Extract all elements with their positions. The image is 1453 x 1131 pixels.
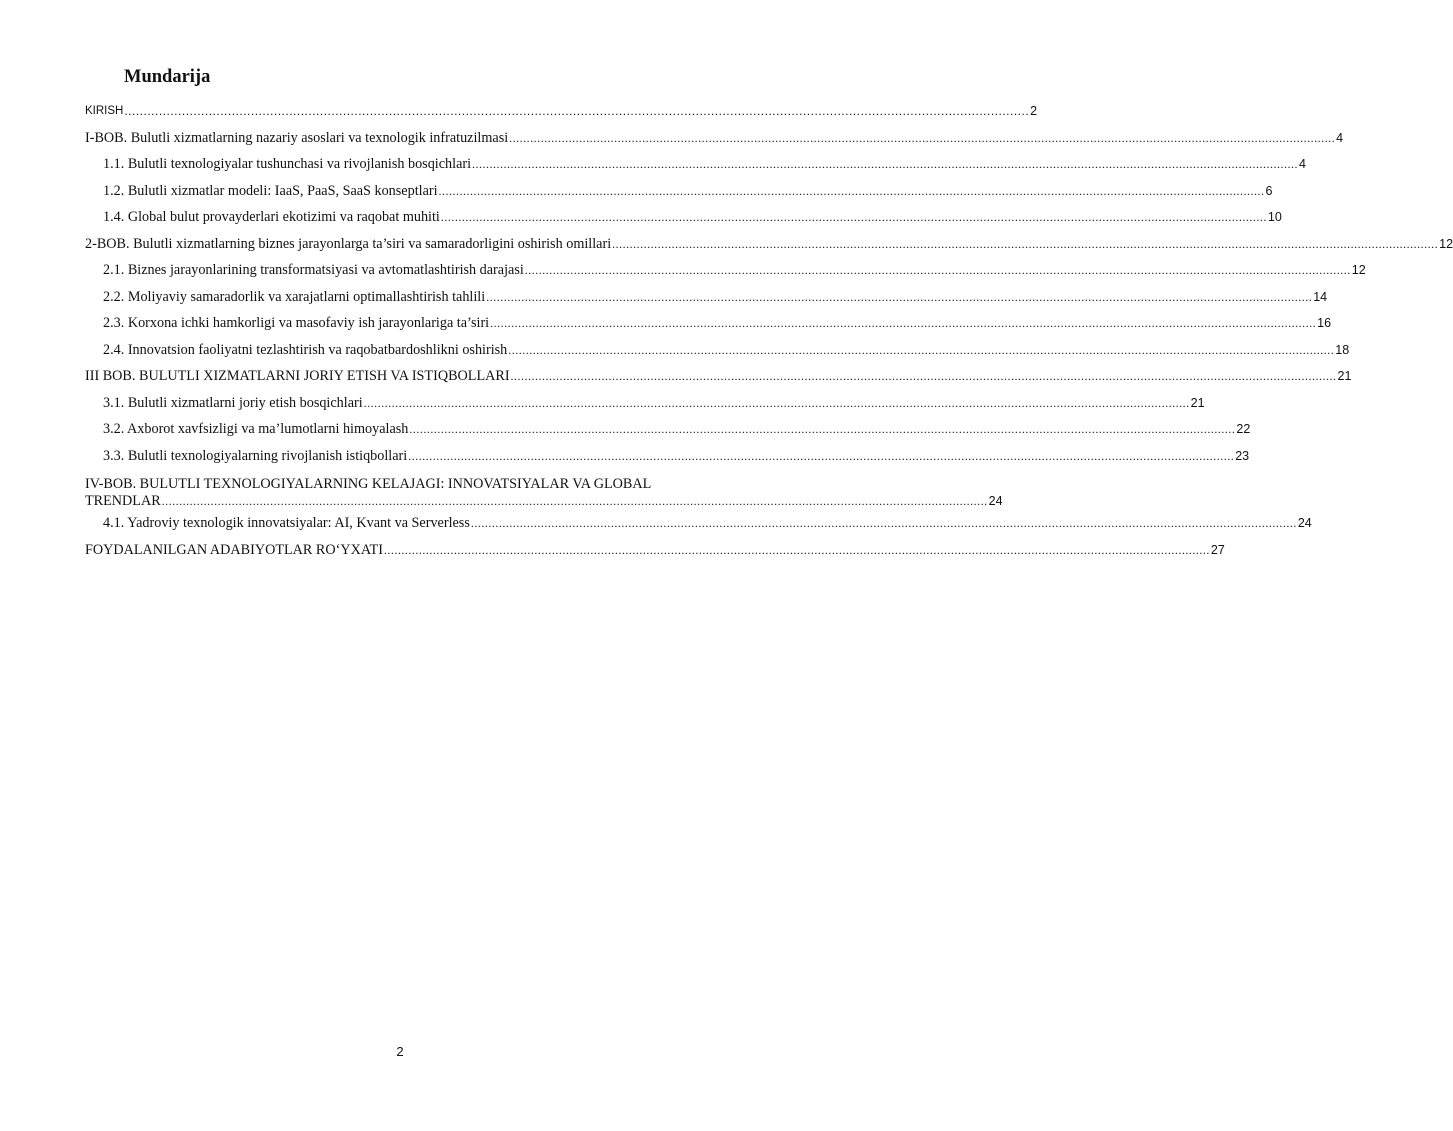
dot-leader [612,231,1438,258]
toc-entry-label: 2.3. Korxona ichki hamkorligi va masofaviy ish jarayonlariga ta’siri [103,315,490,331]
toc-entry-label: FOYDALANILGAN ADABIYOTLAR RO‘YXATI [85,541,383,558]
toc-entry-section-2-1[interactable] [85,257,1366,284]
toc-entry-section-3-2[interactable] [85,416,1251,443]
dot-leader [409,416,1235,443]
toc-entry-page: 21 [1337,369,1352,383]
toc-title: Mundarija [124,67,211,87]
toc-entry-page: 18 [1335,342,1350,357]
dot-leader [124,98,1029,125]
toc-entry-page: 12 [1351,263,1366,277]
dot-leader [508,337,1334,364]
toc-entry-section-2-3[interactable] [85,310,1332,337]
toc-entry-label: III BOB. BULUTLI XIZMATLARNI JORIY ETISH VA ISTIQBOLLARI [85,368,510,384]
toc-entry-page: 12 [1439,236,1453,251]
toc-entry-section-3-1[interactable] [85,390,1205,417]
dot-leader [384,537,1210,564]
toc-entry-page: 14 [1313,289,1328,304]
toc-entry-label: 3.2. Axborot xavfsizligi va ma’lumotlarni himoyalash [103,421,409,437]
dot-leader [408,443,1234,470]
dot-leader [486,284,1312,311]
toc-entry-section-4-1[interactable] [85,510,1312,537]
toc-entry-page: 6 [1265,183,1273,198]
toc-entry-label: 4.1. Yadroviy texnologik innovatsiyalar: AI, Kvant va Serverless [103,515,470,531]
toc-entry-label: I-BOB. Bulutli xizmatlarning nazariy asoslari va texnologik infratuzilmasi [85,129,509,146]
toc-entry-label-line1: IV-BOB. BULUTLI TEXNOLOGIYALARNING KELAJAGI: INNOVATSIYALAR VA GLOBAL [85,476,652,492]
dot-leader [441,204,1267,231]
toc-entry-section-2-2[interactable] [85,284,1328,311]
dot-leader [471,510,1297,537]
table-of-contents [85,98,1453,563]
toc-entry-page: 10 [1267,210,1282,224]
dot-leader [162,493,988,510]
toc-entry-references[interactable] [85,537,1225,564]
toc-entry-label-line2: TRENDLAR [85,493,161,509]
toc-entry-chapter-1[interactable] [85,125,1344,152]
toc-entry-label: 2.4. Innovatsion faoliyatni tezlashtirish va raqobatbardoshlikni oshirish [103,341,508,358]
toc-entry-label: 2.2. Moliyaviy samaradorlik va xarajatlarni optimallashtirish tahlili [103,288,486,305]
toc-entry-label: 1.2. Bulutli xizmatlar modeli: IaaS, PaaS, SaaS konseptlari [103,182,438,199]
toc-entry-chapter-2[interactable] [85,231,1453,258]
toc-entry-label: 3.1. Bulutli xizmatlarni joriy etish bosqichlari [103,394,363,411]
toc-entry-page: 23 [1235,448,1250,463]
toc-entry-label: 2-BOB. Bulutli xizmatlarning biznes jarayonlarga ta’siri va samaradorligini oshirish omillari [85,235,612,252]
toc-entry-section-2-4[interactable] [85,337,1350,364]
toc-entry-page: 21 [1190,395,1205,410]
toc-entry-label: 1.1. Bulutli texnologiyalar tushunchasi va rivojlanish bosqichlari [103,156,472,172]
toc-entry-section-3-3[interactable] [85,443,1250,470]
toc-entry-section-1-4[interactable] [85,204,1282,231]
toc-entry-page: 22 [1236,422,1251,436]
dot-leader [439,178,1265,205]
toc-entry-page: 27 [1210,542,1225,557]
toc-entry-label: 1.4. Global bulut provayderlari ekotizimi va raqobat muhiti [103,209,440,225]
toc-entry-page: 24 [988,494,1003,508]
toc-entry-page: 4 [1299,157,1306,171]
toc-entry-section-1-2[interactable] [85,178,1273,205]
toc-entry-line2 [85,493,1003,510]
toc-entry-section-1-1[interactable] [85,151,1306,178]
toc-entry-page: 4 [1336,130,1344,145]
dot-leader [509,125,1335,152]
toc-entry-kirish[interactable] [85,98,1038,125]
toc-entry-chapter-3[interactable] [85,363,1352,390]
toc-entry-page: 16 [1317,316,1332,330]
dot-leader [472,151,1298,178]
dot-leader [511,363,1337,390]
dot-leader [364,390,1190,417]
toc-entry-page: 2 [1030,104,1038,118]
toc-entry-label: KIRISH [85,105,124,117]
dot-leader [490,310,1316,337]
toc-entry-chapter-4[interactable] [85,469,1003,510]
page-number: 2 [396,1044,404,1059]
dot-leader [525,257,1351,284]
toc-entry-page: 24 [1297,516,1312,530]
toc-entry-label: 2.1. Biznes jarayonlarining transformatsiyasi va avtomatlashtirish darajasi [103,262,524,278]
toc-entry-label: 3.3. Bulutli texnologiyalarning rivojlanish istiqbollari [103,447,408,464]
